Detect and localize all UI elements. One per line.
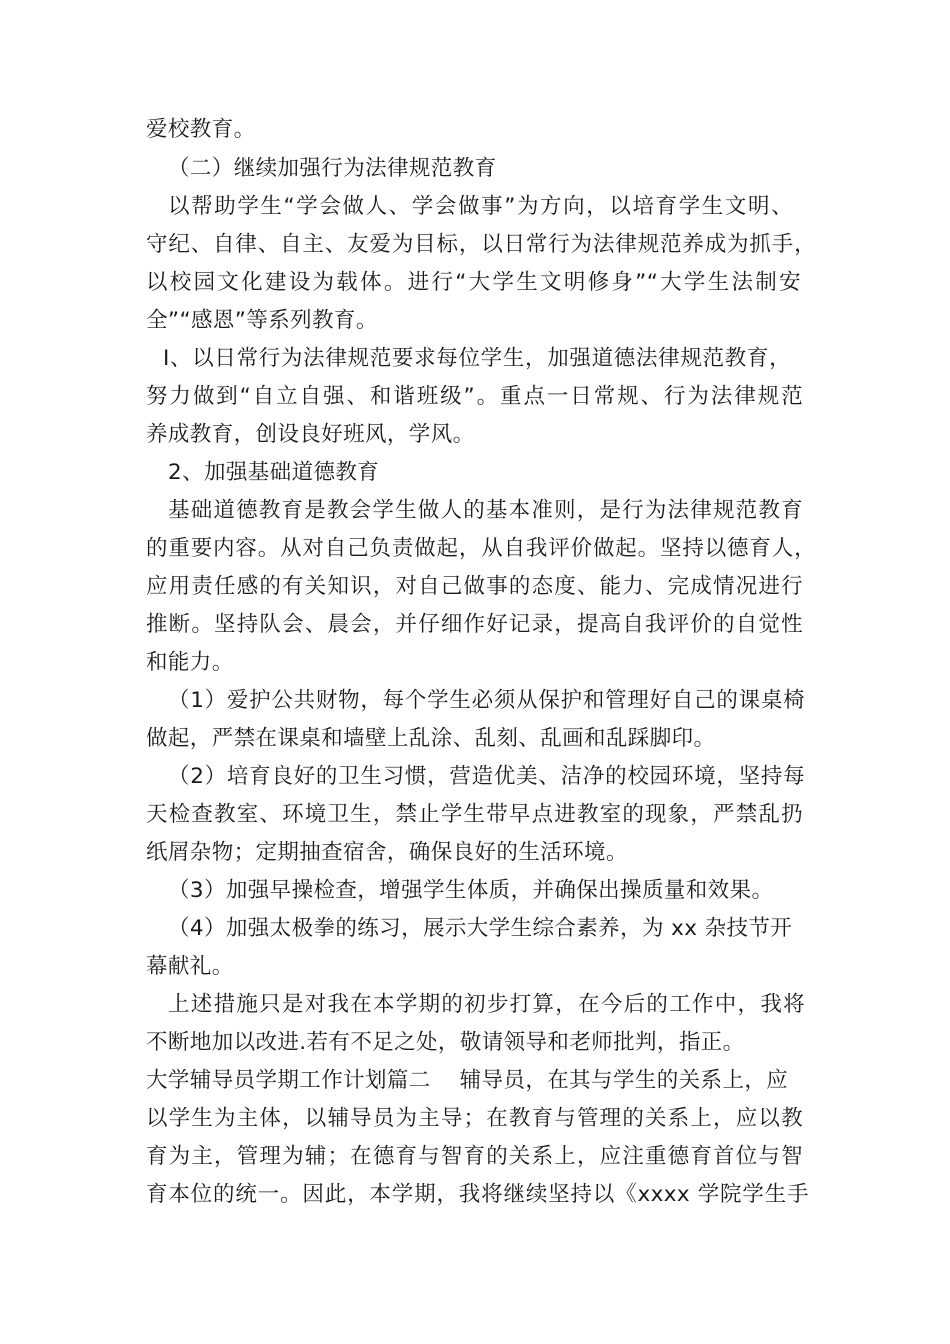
text-line: （4）加强太极拳的练习，展示大学生综合素养，为 xx 杂技节开 xyxy=(168,916,793,941)
text-line: 以校园文化建设为载体。进行“大学生文明修身”“大学生法制安 xyxy=(146,270,801,295)
text-line: 基础道德教育是教会学生做人的基本准则，是行为法律规范教育 xyxy=(168,498,803,523)
text-line: 爱校教育。 xyxy=(146,117,256,142)
text-line: （3）加强早操检查，增强学生体质，并确保出操质量和效果。 xyxy=(168,878,774,903)
section-heading: （二）继续加强行为法律规范教育 xyxy=(168,156,497,181)
text-line: 努力做到“自立自强、和谐班级”。重点一日常规、行为法律规范 xyxy=(146,384,803,409)
text-line: 天检查教室、环境卫生，禁止学生带早点进教室的现象，严禁乱扔 xyxy=(146,802,803,827)
text-line: （2）培育良好的卫生习惯，营造优美、洁净的校园环境，坚持每 xyxy=(168,764,805,789)
text-line: 养成教育，创设良好班风，学风。 xyxy=(146,422,475,447)
text-line: 守纪、自律、自主、友爱为目标，以日常行为法律规范养成为抓手， xyxy=(146,232,816,257)
text-line: I、以日常行为法律规范要求每位学生，加强道德法律规范教育， xyxy=(163,346,791,371)
text-line: 以学生为主体，以辅导员为主导；在教育与管理的关系上，应以教 xyxy=(146,1106,803,1131)
text-line: 幕献礼。 xyxy=(146,954,234,979)
text-line: 做起，严禁在课桌和墙壁上乱涂、乱刻、乱画和乱踩脚印。 xyxy=(146,726,716,751)
text-line: 全”“感恩”等系列教育。 xyxy=(146,308,378,333)
text-line: 应用责任感的有关知识，对自己做事的态度、能力、完成情况进行 xyxy=(146,574,803,599)
text-line: 育本位的统一。因此，本学期，我将继续坚持以《xxxx 学院学生手 xyxy=(146,1182,809,1207)
text-line: 纸屑杂物；定期抽查宿舍，确保良好的生活环境。 xyxy=(146,840,628,865)
text-line: （1）爱护公共财物，每个学生必须从保护和管理好自己的课桌椅 xyxy=(168,688,805,713)
text-line: 上述措施只是对我在本学期的初步打算，在今后的工作中，我将 xyxy=(168,992,805,1017)
text-line: 的重要内容。从对自己负责做起，从自我评价做起。坚持以德育人， xyxy=(146,536,816,561)
text-line: 和能力。 xyxy=(146,650,234,675)
text-line: 推断。坚持队会、晨会，并仔细作好记录，提高自我评价的自觉性 xyxy=(146,612,803,637)
text-line: 育为主，管理为辅；在德育与智育的关系上，应注重德育首位与智 xyxy=(146,1144,803,1169)
text-line: 不断地加以改进.若有不足之处，敬请领导和老师批判，指正。 xyxy=(146,1030,745,1055)
text-line: 大学辅导员学期工作计划篇二 辅导员，在其与学生的关系上，应 xyxy=(146,1068,789,1093)
text-line: 以帮助学生“学会做人、学会做事”为方向，以培育学生文明、 xyxy=(168,194,793,219)
section-heading: 2、加强基础道德教育 xyxy=(168,460,380,485)
